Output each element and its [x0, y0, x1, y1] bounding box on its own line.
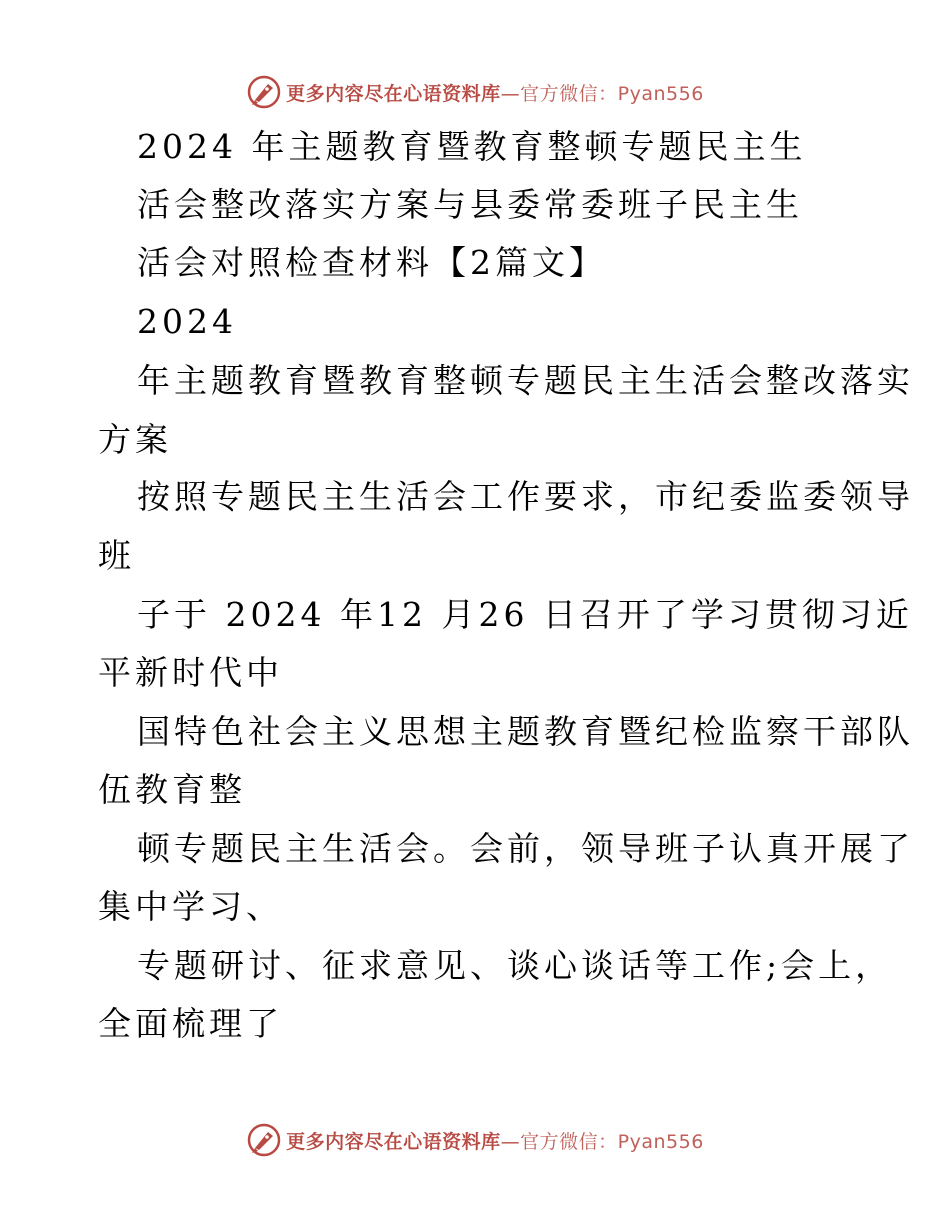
body-line: 国特色社会主义思想主题教育暨纪检监察干部队 — [137, 712, 914, 751]
body-line: 班 — [98, 536, 135, 575]
document-title-line-1: 2024 年主题教育暨教育整顿专题民主生 — [137, 127, 807, 166]
banner-contact-text: 官方微信：Pyan556 — [520, 1130, 704, 1153]
banner-brand-text: 更多内容尽在心语资料库 — [286, 82, 501, 105]
banner-brand-text: 更多内容尽在心语资料库 — [286, 1130, 501, 1153]
section-heading-line-1: 2024 — [137, 302, 237, 341]
body-line: 顿专题民主生活会。会前，领导班子认真开展了 — [137, 829, 914, 868]
body-line: 子于 2024 年12 月26 日召开了学习贯彻习近 — [137, 595, 913, 634]
body-line: 集中学习、 — [98, 887, 283, 926]
document-title-line-3: 活会对照检查材料【2篇文】 — [137, 243, 606, 282]
banner-dash: — — [500, 82, 521, 105]
body-line: 全面梳理了 — [98, 1004, 283, 1043]
body-line: 平新时代中 — [98, 653, 283, 692]
pen-nib-icon — [246, 74, 282, 110]
header-banner — [0, 72, 950, 112]
body-line: 按照专题民主生活会工作要求，市纪委监委领导 — [137, 477, 914, 516]
body-line: 伍教育整 — [98, 770, 246, 809]
pen-nib-icon — [246, 1122, 282, 1158]
document-title-line-2: 活会整改落实方案与县委常委班子民主生 — [137, 185, 803, 224]
footer-banner — [0, 1120, 950, 1160]
section-heading-line-3: 方案 — [98, 420, 172, 459]
banner-contact-text: 官方微信：Pyan556 — [520, 82, 704, 105]
section-heading-line-2: 年主题教育暨教育整顿专题民主生活会整改落实 — [137, 361, 914, 400]
banner-dash: — — [500, 1130, 521, 1153]
body-line: 专题研讨、征求意见、谈心谈话等工作;会上， — [137, 946, 893, 985]
